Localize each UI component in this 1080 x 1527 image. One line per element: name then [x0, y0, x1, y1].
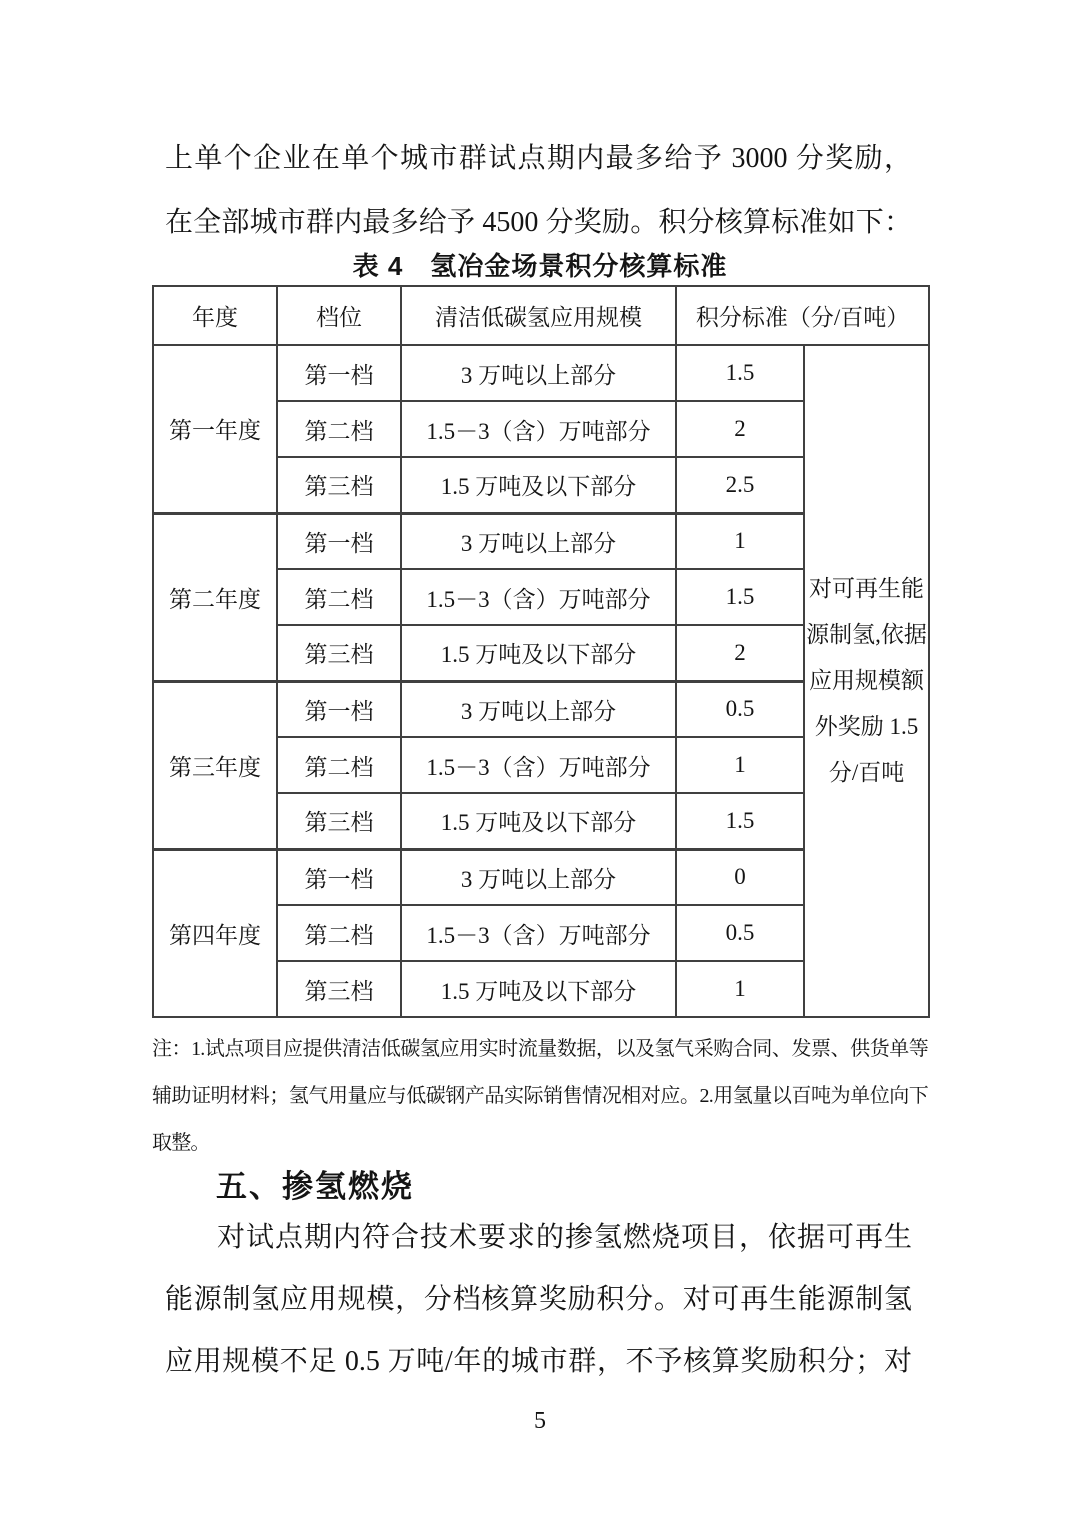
tier-cell: 第三档 — [277, 793, 401, 849]
body-line-2: 能源制氢应用规模，分档核算奖励积分。对可再生能源制氢 — [165, 1284, 912, 1315]
table-notes — [152, 1026, 928, 1167]
score-cell: 0.5 — [676, 905, 804, 961]
score-cell: 0 — [676, 849, 804, 905]
tier-cell: 第一档 — [277, 849, 401, 905]
year-cell: 第二年度 — [153, 513, 277, 681]
table-header-row — [153, 286, 929, 345]
scale-cell: 1.5－3（含）万吨部分 — [401, 905, 676, 961]
tier-cell: 第三档 — [277, 625, 401, 681]
tier-cell: 第三档 — [277, 961, 401, 1017]
scale-cell: 3 万吨以上部分 — [401, 345, 676, 401]
body-line-1: 对试点期内符合技术要求的掺氢燃烧项目，依据可再生 — [217, 1222, 912, 1253]
scale-cell: 1.5 万吨及以下部分 — [401, 457, 676, 513]
score-cell: 1.5 — [676, 345, 804, 401]
table-row — [153, 345, 929, 401]
score-cell: 1 — [676, 513, 804, 569]
tier-cell: 第一档 — [277, 345, 401, 401]
note-line-1: 注：1.试点项目应提供清洁低碳氢应用实时流量数据，以及氢气采购合同、发票、供货单等 — [152, 1038, 928, 1060]
scale-cell: 3 万吨以上部分 — [401, 513, 676, 569]
scale-cell: 3 万吨以上部分 — [401, 681, 676, 737]
year-cell: 第四年度 — [153, 849, 277, 1017]
score-cell: 0.5 — [676, 681, 804, 737]
year-cell: 第三年度 — [153, 681, 277, 849]
intro-paragraph — [152, 127, 928, 255]
scale-cell: 1.5－3（含）万吨部分 — [401, 401, 676, 457]
scale-cell: 3 万吨以上部分 — [401, 849, 676, 905]
score-cell: 2 — [676, 625, 804, 681]
scoring-table — [152, 285, 930, 1018]
note-line-3: 取整。 — [152, 1132, 210, 1154]
col-header-year: 年度 — [153, 286, 277, 345]
tier-cell: 第三档 — [277, 457, 401, 513]
scale-cell: 1.5－3（含）万吨部分 — [401, 569, 676, 625]
col-header-score: 积分标准（分/百吨） — [676, 286, 929, 345]
intro-line-1: 上单个企业在单个城市群试点期内最多给予 3000 分奖励， — [165, 143, 912, 174]
tier-cell: 第二档 — [277, 905, 401, 961]
scale-cell: 1.5－3（含）万吨部分 — [401, 737, 676, 793]
section-paragraph — [152, 1207, 928, 1393]
note-line-2: 辅助证明材料；氢气用量应与低碳钢产品实际销售情况相对应。2.用氢量以百吨为单位向下 — [152, 1085, 928, 1107]
col-header-tier: 档位 — [277, 286, 401, 345]
table-title: 表 4 氢冶金场景积分核算标准 — [352, 251, 728, 281]
col-header-scale: 清洁低碳氢应用规模 — [401, 286, 676, 345]
tier-cell: 第一档 — [277, 681, 401, 737]
score-cell: 1.5 — [676, 793, 804, 849]
side-note-cell: 对可再生能源制氢,依据应用规模额外奖励 1.5 分/百吨 — [804, 345, 929, 1017]
year-cell: 第一年度 — [153, 345, 277, 513]
tier-cell: 第二档 — [277, 569, 401, 625]
score-cell: 1 — [676, 961, 804, 1017]
score-cell: 2 — [676, 401, 804, 457]
score-cell: 1.5 — [676, 569, 804, 625]
score-cell: 1 — [676, 737, 804, 793]
section-heading: 五、掺氢燃烧 — [216, 1169, 414, 1204]
body-line-3: 应用规模不足 0.5 万吨/年的城市群，不予核算奖励积分；对 — [165, 1346, 912, 1377]
tier-cell: 第一档 — [277, 513, 401, 569]
tier-cell: 第二档 — [277, 401, 401, 457]
scale-cell: 1.5 万吨及以下部分 — [401, 793, 676, 849]
page-number: 5 — [534, 1408, 546, 1434]
intro-line-2: 在全部城市群内最多给予 4500 分奖励。积分核算标准如下： — [165, 207, 912, 238]
scale-cell: 1.5 万吨及以下部分 — [401, 625, 676, 681]
score-cell: 2.5 — [676, 457, 804, 513]
tier-cell: 第二档 — [277, 737, 401, 793]
scale-cell: 1.5 万吨及以下部分 — [401, 961, 676, 1017]
